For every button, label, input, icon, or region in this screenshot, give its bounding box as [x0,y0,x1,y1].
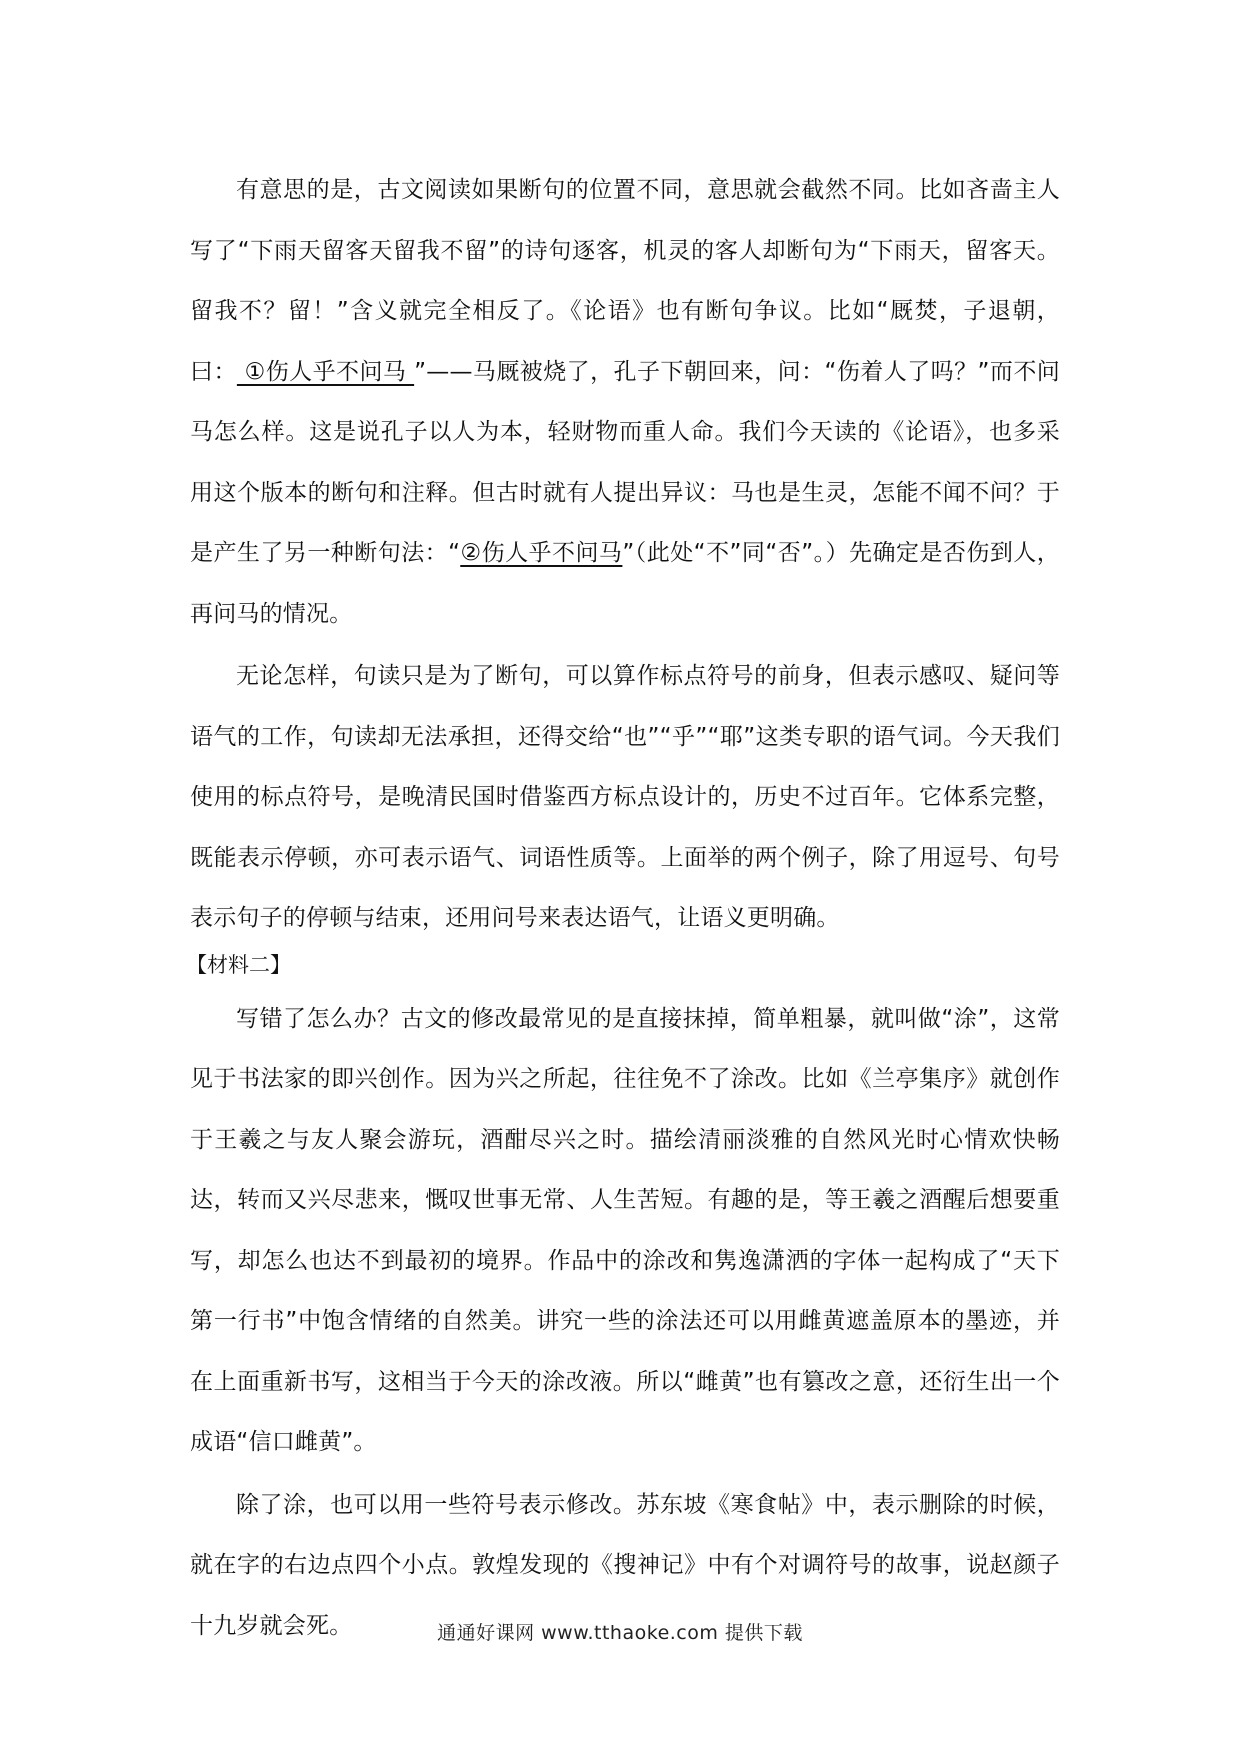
page-footer: 通通好课网 www.tthaoke.com 提供下载 [437,1622,803,1644]
section-heading-material-two: 【材料二】 [186,952,291,977]
paragraph-punctuation-intro [190,160,1060,644]
paragraph-text: ”——马厩被烧了，孔子下朝回来，问：“伤着人了吗？”而不问马怎么样。这是说孔子以人为本，轻财物而重人命。我们今天读的《论语》，也多采用这个版本的断句和注释。但古时就有人提出异议：马也是生灵，怎能不闻不问？于是产生了另一种断句法：“ [190,358,1060,566]
underlined-blank-1: ①伤人乎不问马 [236,358,415,385]
paragraph-judou: 无论怎样，句读只是为了断句，可以算作标点符号的前身，但表示感叹、疑问等语气的工作，句读却无法承担，还得交给“也”“乎”“耶”这类专职的语气词。今天我们使用的标点符号，是晚清民国时借鉴西方标点设计的，历史不过百年。它体系完整，既能表示停顿，亦可表示语气、词语性质等。上面举的两个例子，除了用逗号、句号表示句子的停顿与结束，还用问号来表达语气，让语义更明确。 [190,663,1060,931]
paragraph-text: 有意思的是，古文阅读如果断句的位置不同，意思就会截然不同。比如吝啬主人写了“下雨天留客天留我不留”的诗句逐客，机灵的客人却断句为“下雨天，留客天。留我不？留！”含义就完全相反了。《论语》也有断句争议。比如“厩焚，子退朝，曰： [190,177,1060,385]
article-body [186,160,1060,1656]
paragraph-text: ”（此处“不”同“否”。）先确定是否伤到人，再问马的情况。 [190,540,1060,627]
paragraph-correction-symbols: 除了涂，也可以用一些符号表示修改。苏东坡《寒食帖》中，表示删除的时候，就在字的右边点四个小点。敦煌发现的《搜神记》中有个对调符号的故事，说赵颜子十九岁就会死。 [190,1491,1060,1639]
paragraph-correction-methods: 写错了怎么办？古文的修改最常见的是直接抹掉，简单粗暴，就叫做“涂”，这常见于书法家的即兴创作。因为兴之所起，往往免不了涂改。比如《兰亭集序》就创作于王羲之与友人聚会游玩，酒酣尽兴之时。描绘清丽淡雅的自然风光时心情欢快畅达，转而又兴尽悲来，慨叹世事无常、人生苦短。有趣的是，等王羲之酒醒后想要重写，却怎么也达不到最初的境界。作品中的涂改和隽逸潇洒的字体一起构成了“天下第一行书”中饱含情绪的自然美。讲究一些的涂法还可以用雌黄遮盖原本的墨迹，并在上面重新书写，这相当于今天的涂改液。所以“雌黄”也有篡改之意，还衍生出一个成语“信口雌黄”。 [190,1005,1060,1455]
underlined-blank-2: ②伤人乎不问马 [460,540,623,566]
